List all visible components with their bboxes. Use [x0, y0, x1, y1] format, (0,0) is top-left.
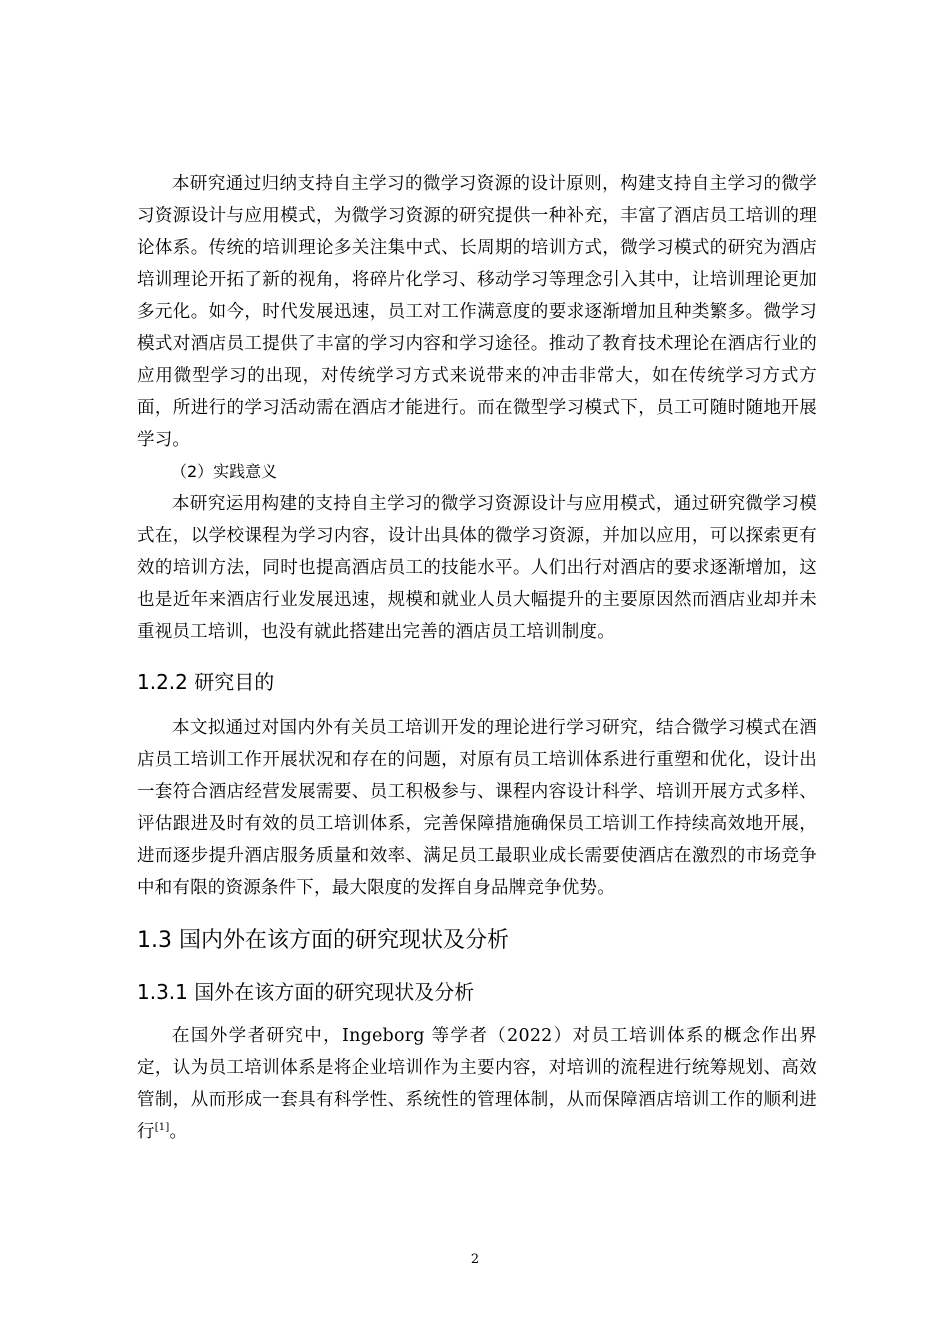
heading-research-purpose: 1.2.2 研究目的: [137, 670, 275, 694]
paragraph-research-purpose: 本文拟通过对国内外有关员工培训开发的理论进行学习研究，结合微学习模式在酒店员工培训工作开展状况和存在的问题，对原有员工培训体系进行重塑和优化，设计出一套符合酒店经营发展需要、员工积极参与、课程内容设计科学、培训开展方式多样、评估跟进及时有效的员工培训体系，完善保障措施确保员工培训工作持续高效地开展，进而逐步提升酒店服务质量和效率、满足员工最职业成长需要使酒店在激烈的市场竞争中和有限的资源条件下，最大限度的发挥自身品牌竞争优势。: [137, 718, 817, 898]
foreign-status-text: 在国外学者研究中，Ingeborg 等学者（2022）对员工培训体系的概念作出界定，认为员工培训体系是将企业培训作为主要内容，对培训的流程进行统筹规划、高效管制，从而形成一套具有科学性、系统性的管理体制，从而保障酒店培训工作的顺利进行: [137, 1026, 817, 1142]
paragraph-practical-significance: 本研究运用构建的支持自主学习的微学习资源设计与应用模式，通过研究微学习模式在，以学校课程为学习内容，设计出具体的微学习资源，并加以应用，可以探索更有效的培训方法，同时也提高酒店员工的技能水平。人们出行对酒店的要求逐渐增加，这也是近年来酒店行业发展迅速，规模和就业人员大幅提升的主要原因然而酒店业却并未重视员工培训，也没有就此搭建出完善的酒店员工培训制度。: [137, 494, 817, 642]
page-number: 2: [470, 1252, 480, 1267]
paragraph-foreign-research-status: [137, 1020, 817, 1148]
paragraph-theory-significance: 本研究通过归纳支持自主学习的微学习资源的设计原则，构建支持自主学习的微学习资源设计与应用模式，为微学习资源的研究提供一种补充，丰富了酒店员工培训的理论体系。传统的培训理论多关注集中式、长周期的培训方式，微学习模式的研究为酒店培训理论开拓了新的视角，将碎片化学习、移动学习等理念引入其中，让培训理论更加多元化。如今，时代发展迅速，员工对工作满意度的要求逐渐增加且种类繁多。微学习模式对酒店员工提供了丰富的学习内容和学习途径。推动了教育技术理论在酒店行业的应用微型学习的出现，对传统学习方式来说带来的冲击非常大，如在传统学习方式方面，所进行的学习活动需在酒店才能进行。而在微型学习模式下，员工可随时随地开展学习。: [137, 174, 817, 450]
practical-significance-heading: （2）实践意义: [171, 462, 278, 481]
citation-reference: [1]: [154, 1122, 170, 1134]
page-content: [137, 168, 817, 1148]
heading-research-status: 1.3 国内外在该方面的研究现状及分析: [137, 928, 509, 953]
heading-foreign-research-status: 1.3.1 国外在该方面的研究现状及分析: [137, 980, 475, 1004]
foreign-status-end: 。: [169, 1122, 188, 1142]
